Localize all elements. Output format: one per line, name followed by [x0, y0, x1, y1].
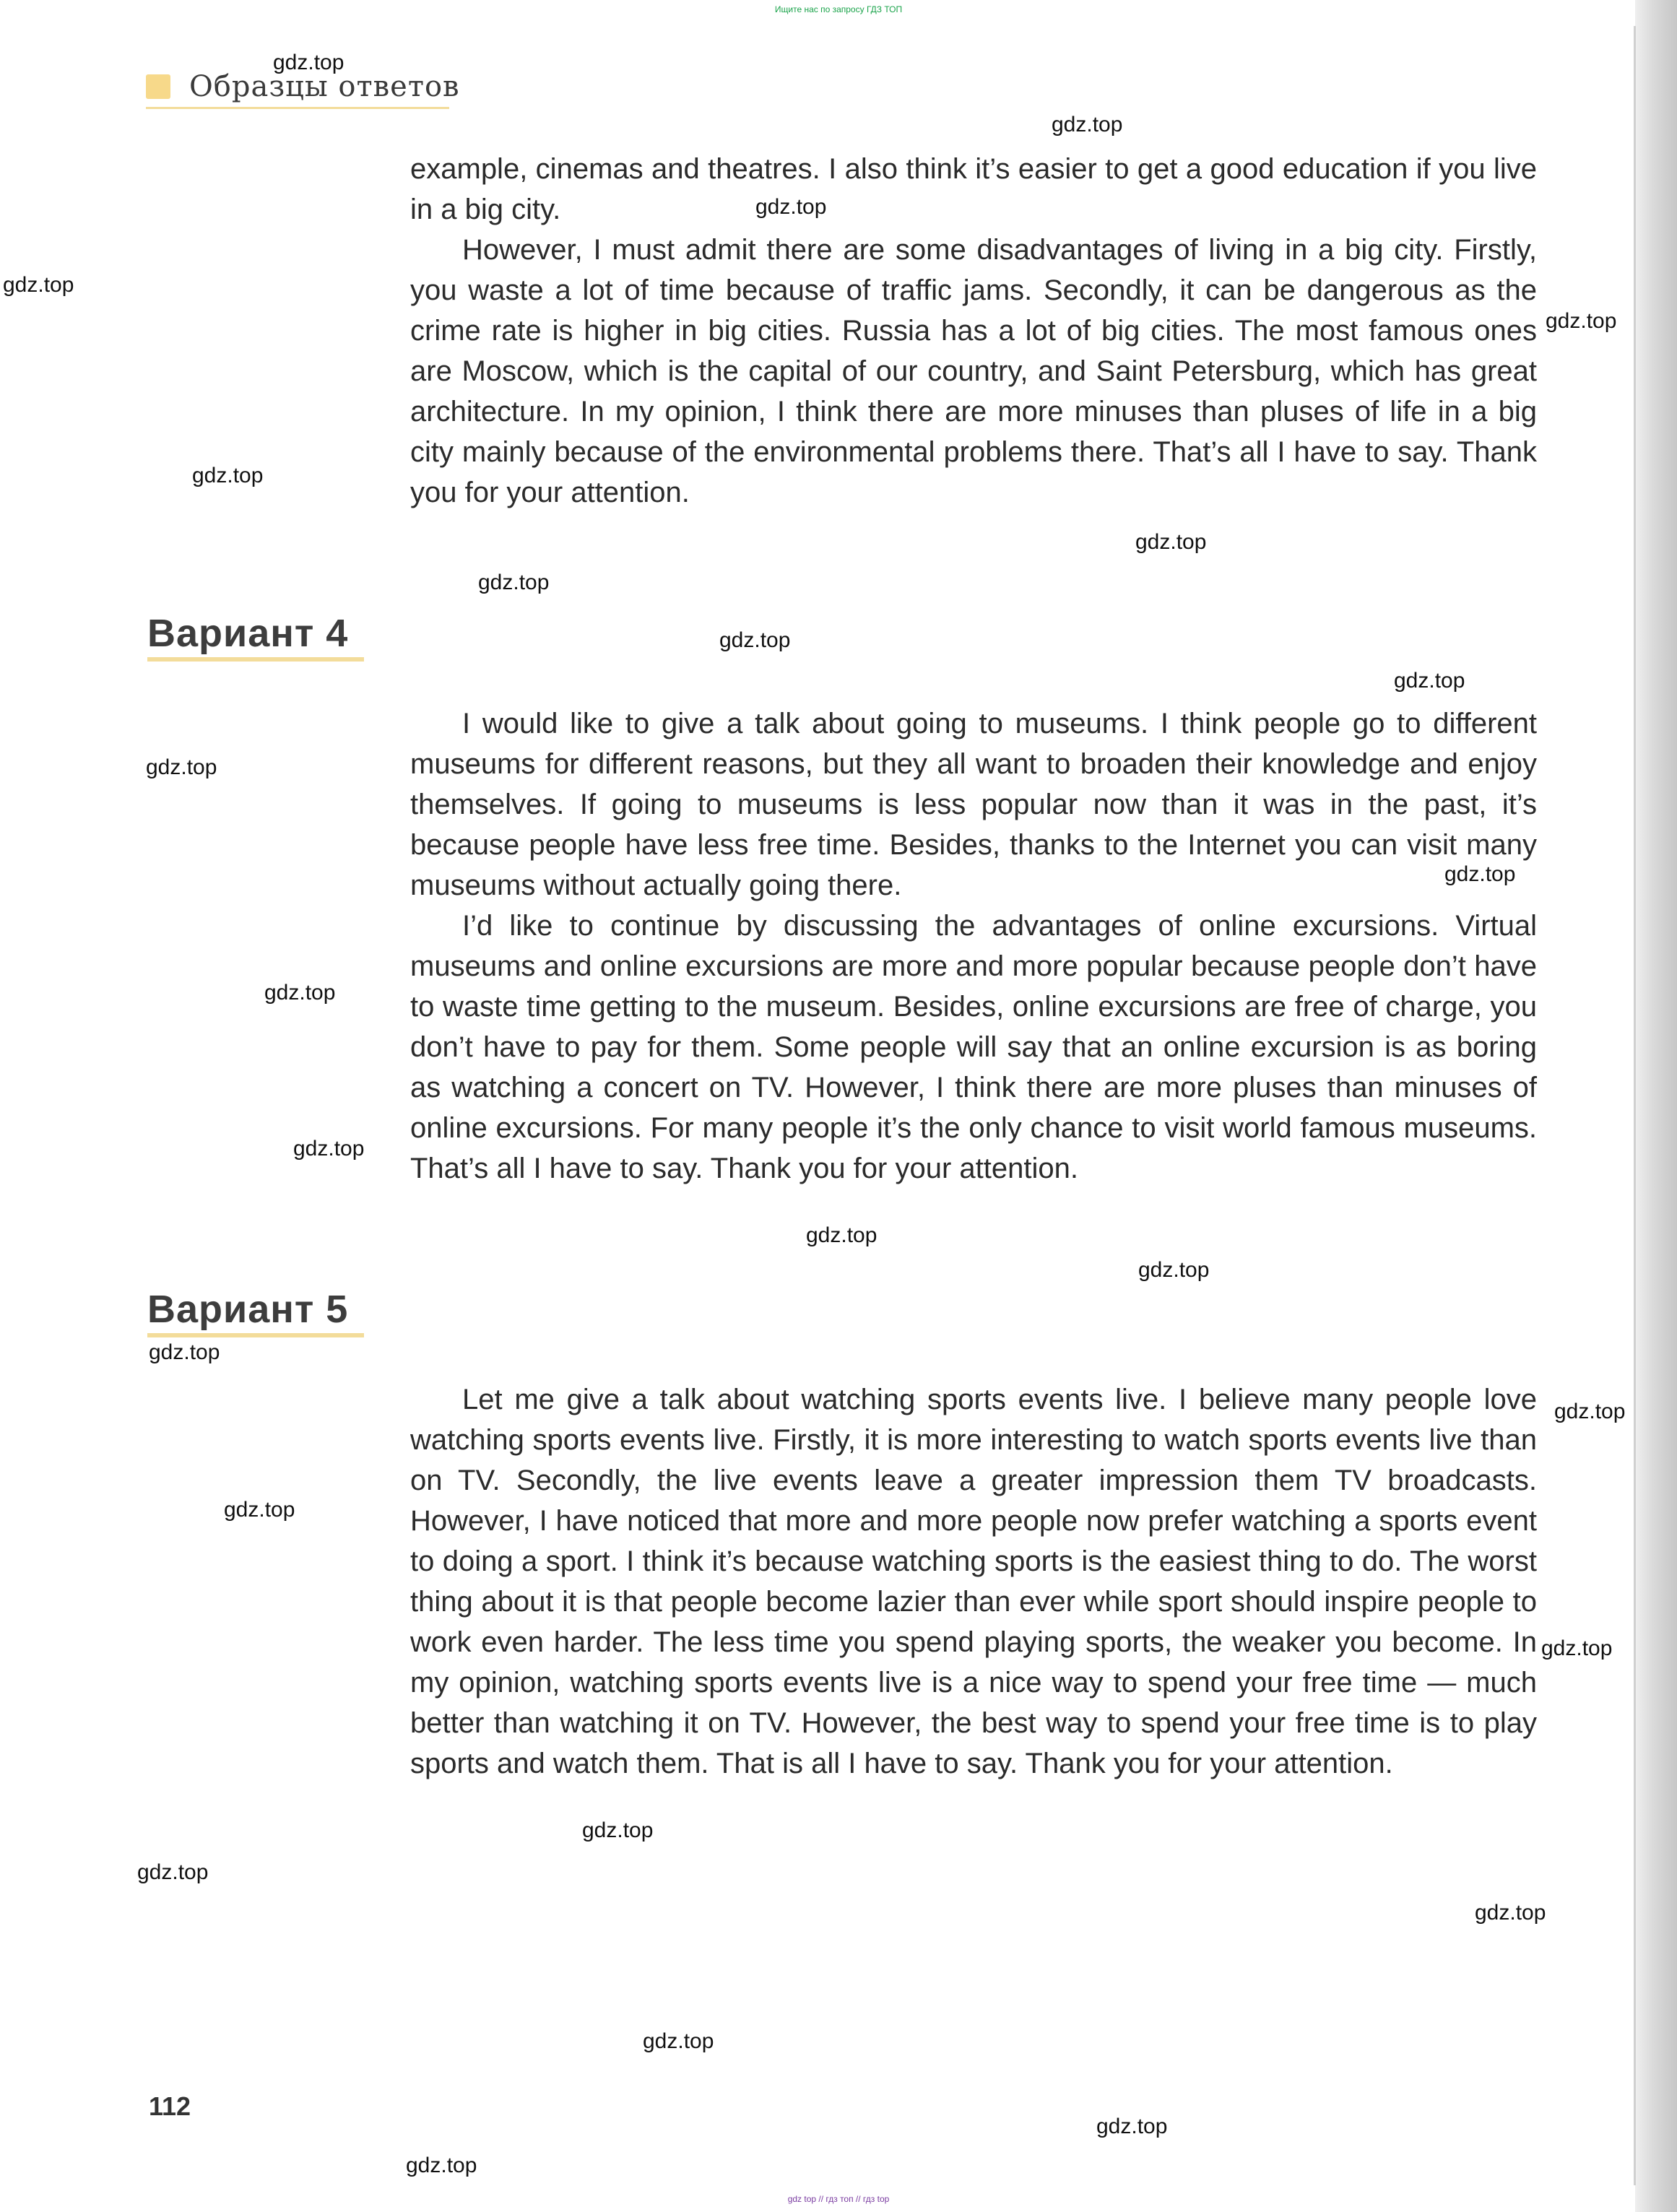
watermark: gdz.top	[264, 981, 336, 1005]
watermark: gdz.top	[1096, 2115, 1168, 2138]
watermark: gdz.top	[273, 51, 344, 74]
variant-4-text-block	[410, 703, 1537, 1189]
watermark: gdz.top	[719, 628, 791, 652]
watermark: gdz.top	[582, 1818, 654, 1842]
variant-5-paragraph-1: Let me give a talk about watching sports events live. I believe many people love watching sports events live. Firstly, it is more interesting to watch sports events live than on TV. Secondly, the live events leave a greater impression them TV broadcasts. However, I have noticed that more and more people now prefer watching a sports event to doing a sport. I think it’s because watching sports is the easiest thing to do. The worst thing about it is that people become lazier than ever while sport should inspire people to work even harder. The less time you spend playing sports, the weaker you become. In my opinion, watching sports events live is a nice way to spend your free time — much better than watching it on TV. However, the best way to spend your free time is to play sports and watch them. That is all I have to say. Thank you for your attention.	[410, 1384, 1537, 1779]
variant-5-heading	[147, 1287, 364, 1337]
watermark: gdz.top	[1554, 1400, 1626, 1423]
top-search-note: Ищите нас по запросу ГДЗ ТОП	[774, 4, 903, 14]
header-title: Образцы ответов	[189, 70, 460, 103]
intro-paragraph-2: However, I must admit there are some disadvantages of living in a big city. Firstly, you waste a lot of time because of traffic jams. Secondly, it can be dangerous as the crime rate is higher in big cities. Russia has a lot of big cities. The most famous ones are Moscow, which is the capital of our country, and Saint Petersburg, which has great architecture. In my opinion, I think there are more minuses than pluses of life in a big city mainly because of the environmental problems there. That’s all I have to say. Thank you for your attention.	[410, 234, 1537, 508]
watermark: gdz.top	[406, 2154, 477, 2177]
variant-5-underline	[147, 1333, 364, 1337]
page-number: 112	[149, 2091, 191, 2121]
variant-4-paragraph-2: I’d like to continue by discussing the advantages of online excursions. Virtual museums and online excursions are more and more popular because people don’t have to waste time getting to the museum. Besides, online excursions are free of charge, you don’t have to pay for them. Some people will say that an online excursion is as boring as watching a concert on TV. However, I think there are more pluses than minuses of online excursions. For many people it’s the only chance to visit world famous museums. That’s all I have to say. Thank you for your attention.	[410, 910, 1537, 1184]
variant-4-underline	[147, 657, 364, 662]
header-square-icon	[146, 74, 170, 99]
variant-4-heading	[147, 611, 364, 662]
watermark: gdz.top	[146, 755, 217, 779]
variant-5-title: Вариант 5	[147, 1288, 349, 1331]
watermark: gdz.top	[1541, 1636, 1613, 1660]
watermark: gdz.top	[1052, 113, 1123, 136]
page-edge-line	[1634, 26, 1636, 2185]
variant-4-title: Вариант 4	[147, 612, 349, 655]
intro-paragraph-1: example, cinemas and theatres. I also think it’s easier to get a good education if you live in a big city.	[410, 153, 1537, 225]
variant-5-text-block	[410, 1379, 1537, 1784]
watermark: gdz.top	[224, 1498, 295, 1522]
watermark: gdz.top	[1135, 530, 1207, 554]
watermark: gdz.top	[1546, 309, 1617, 333]
intro-text-block	[410, 149, 1537, 513]
watermark: gdz.top	[1394, 669, 1465, 693]
watermark: gdz.top	[755, 195, 827, 219]
watermark: gdz.top	[1475, 1901, 1546, 1925]
watermark: gdz.top	[806, 1223, 878, 1247]
watermark: gdz.top	[478, 571, 550, 594]
page-edge-shadow	[1635, 0, 1677, 2212]
header-underline	[146, 107, 449, 109]
watermark: gdz.top	[643, 2029, 714, 2053]
watermark: gdz.top	[192, 464, 264, 487]
variant-4-paragraph-1: I would like to give a talk about going to museums. I think people go to different museums for different reasons, but they all want to broaden their knowledge and enjoy themselves. If going to museums is less popular now than it was in the past, it’s because people have less free time. Besides, thanks to the Internet you can visit many museums without actually going there.	[410, 708, 1537, 901]
watermark: gdz.top	[137, 1860, 209, 1884]
watermark: gdz.top	[1444, 862, 1516, 886]
watermark: gdz.top	[3, 273, 74, 297]
watermark: gdz.top	[293, 1137, 365, 1161]
bottom-note: gdz top // гдз топ // гдз top	[787, 2194, 890, 2204]
watermark: gdz.top	[149, 1340, 220, 1364]
watermark: gdz.top	[1138, 1258, 1210, 1282]
